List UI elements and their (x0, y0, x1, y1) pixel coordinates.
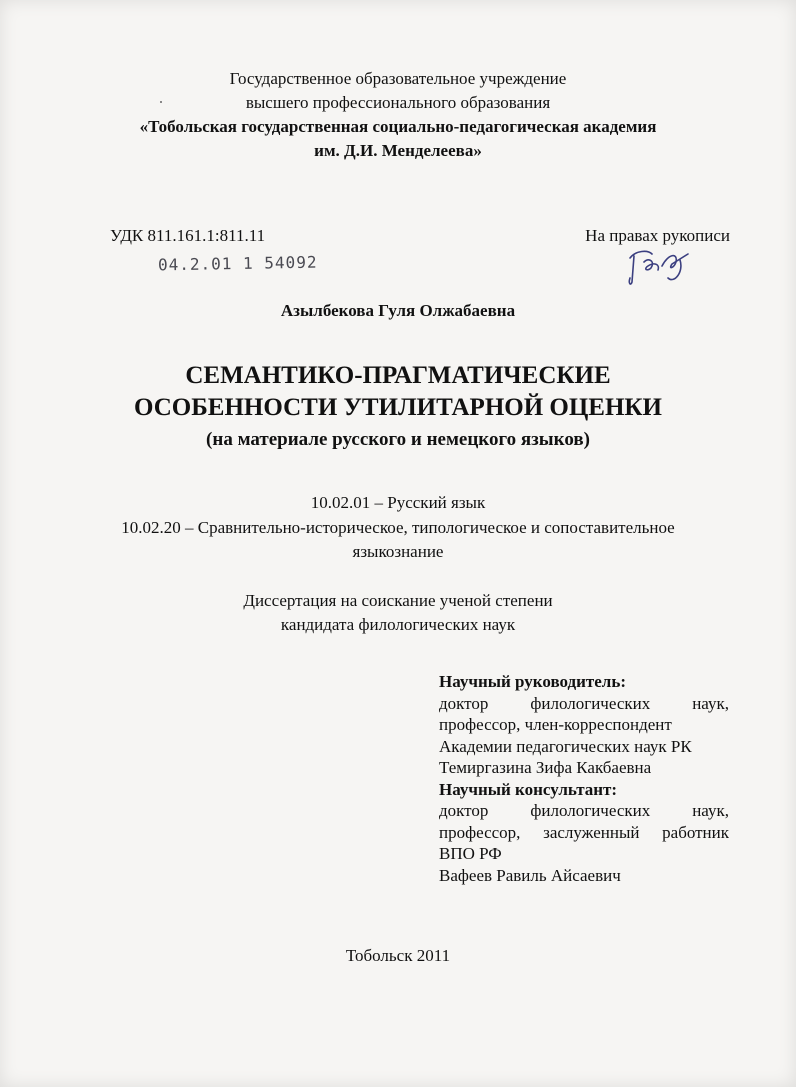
supervisor-academy: Академии педагогических наук РК (439, 736, 692, 756)
title-line-2: ОСОБЕННОСТИ УТИЛИТАРНОЙ ОЦЕНКИ (134, 394, 662, 421)
degree-line-2: кандидата филологических наук (280, 615, 516, 634)
consultant-label: Научный консультант: (439, 779, 618, 799)
manuscript-rights: На правах рукописи (585, 226, 730, 245)
institution-line-1: Государственное образовательное учреждение (229, 69, 567, 88)
title-line-1: СЕМАНТИКО-ПРАГМАТИЧЕСКИЕ (185, 362, 611, 389)
institution-name: «Тобольская государственная социально-педагогическая академия (139, 117, 657, 136)
supervisor-degree: доктор филологических наук, (439, 693, 729, 713)
supervisor-label: Научный руководитель: (439, 672, 626, 691)
udk-code: УДК 811.161.1:811.11 (110, 226, 266, 245)
consultant-title: профессор, заслуженный работник (439, 822, 729, 842)
degree-statement (0, 589, 796, 637)
specialty-2-line-2: языкознание (352, 542, 444, 561)
supervisor-name: Темиргазина Зифа Какбаевна (439, 758, 652, 777)
degree-line-1: Диссертация на соискание ученой степени (243, 591, 553, 610)
specialty-1: 10.02.01 – Русский язык (310, 493, 486, 512)
consultant-org: ВПО РФ (439, 844, 502, 863)
specialty-2 (0, 516, 796, 564)
supervisor-title: профессор, член-корреспондент (439, 715, 672, 734)
institution-name-suffix: им. Д.И. Менделеева» (314, 141, 482, 160)
dissertation-title (0, 360, 796, 424)
signature-icon (622, 244, 702, 293)
dissertation-subtitle: (на материале русского и немецкого языков) (206, 429, 590, 450)
registration-stamp: 04.2.01 1 54092 (157, 252, 318, 275)
institution-header (0, 67, 796, 163)
author-name: Азылбекова Гуля Олжабаевна (280, 301, 516, 320)
specialty-2-line-1: 10.02.20 – Сравнительно-историческое, типологическое и сопоставительное (121, 518, 675, 537)
institution-line-2: высшего профессионального образования (245, 93, 551, 112)
advisors-block (439, 671, 729, 886)
consultant-degree: доктор филологических наук, (439, 801, 729, 820)
city-year: Тобольск 2011 (345, 946, 451, 965)
consultant-name: Вафеев Равиль Айсаевич (439, 865, 621, 885)
